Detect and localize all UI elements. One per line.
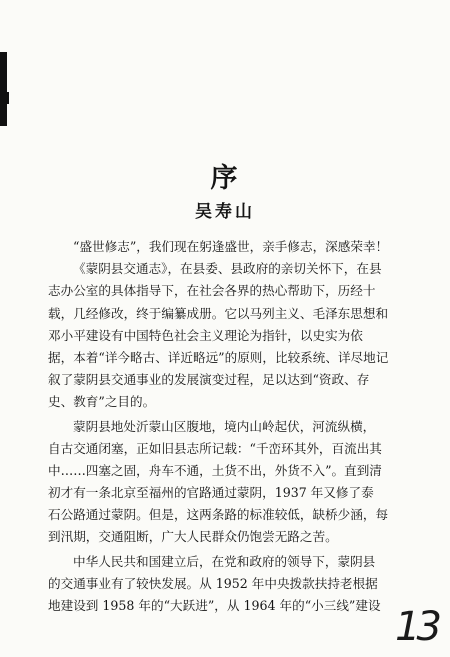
binding-edge-mark — [0, 52, 7, 92]
text-line: 的交通事业有了较快发展。从 1952 年中央拨款扶持老根据 — [48, 575, 378, 591]
text-line: 志办公室的具体指导下，在社会各界的热心帮助下，历经十 — [48, 283, 376, 299]
binding-edge-mark — [0, 104, 7, 126]
binding-edge-mark — [0, 92, 9, 104]
text-line: “盛世修志”，我们现在躬逢盛世，亲手修志，深感荣幸！ — [73, 239, 389, 254]
body-text — [48, 236, 410, 617]
text-line: 地建设到 1958 年的“大跃进”，从 1964 年的“小三线”建设 — [48, 598, 381, 613]
text-line: 载，几经修改，终于编纂成册。它以马列主义、毛泽东思想和 — [48, 305, 389, 321]
text-line: 叙了蒙阴县交通事业的发展演变过程，足以达到“资政、存 — [48, 372, 370, 388]
text-line: 中……四塞之固，舟车不通，土货不出，外货不入”。直到清 — [48, 462, 382, 478]
handwritten-page-number: 13 — [395, 604, 438, 650]
text-line: 初才有一条北京至福州的官路通过蒙阴，1937 年又修了泰 — [48, 485, 374, 501]
text-line: 《蒙阴县交通志》，在县委、县政府的亲切关怀下，在县 — [73, 261, 382, 277]
page-title: 序 — [210, 163, 240, 194]
text-line: 石公路通过蒙阴。但是，这两条路的标准较低，缺桥少涵，每 — [48, 507, 389, 523]
text-line: 自古交通闭塞，正如旧县志所记载：“千峦环其外，百流出其 — [48, 440, 382, 456]
text-line: 蒙阴县地处沂蒙山区腹地，境内山岭起伏，河流纵横， — [73, 418, 376, 434]
author-name: 吴寿山 — [195, 202, 255, 222]
text-line: 到汛期，交通阻断，广大人民群众仍饱尝无路之苦。 — [48, 529, 338, 545]
text-line: 据，本着“详今略古、详近略远”的原则，比较系统、详尽地记 — [48, 349, 389, 365]
text-line: 史、教育”之目的。 — [48, 394, 156, 410]
text-line: 中华人民共和国建立后，在党和政府的领导下，蒙阴县 — [73, 553, 376, 569]
text-line: 邓小平建设有中国特色社会主义理论为指针，以史实为依 — [48, 327, 363, 343]
